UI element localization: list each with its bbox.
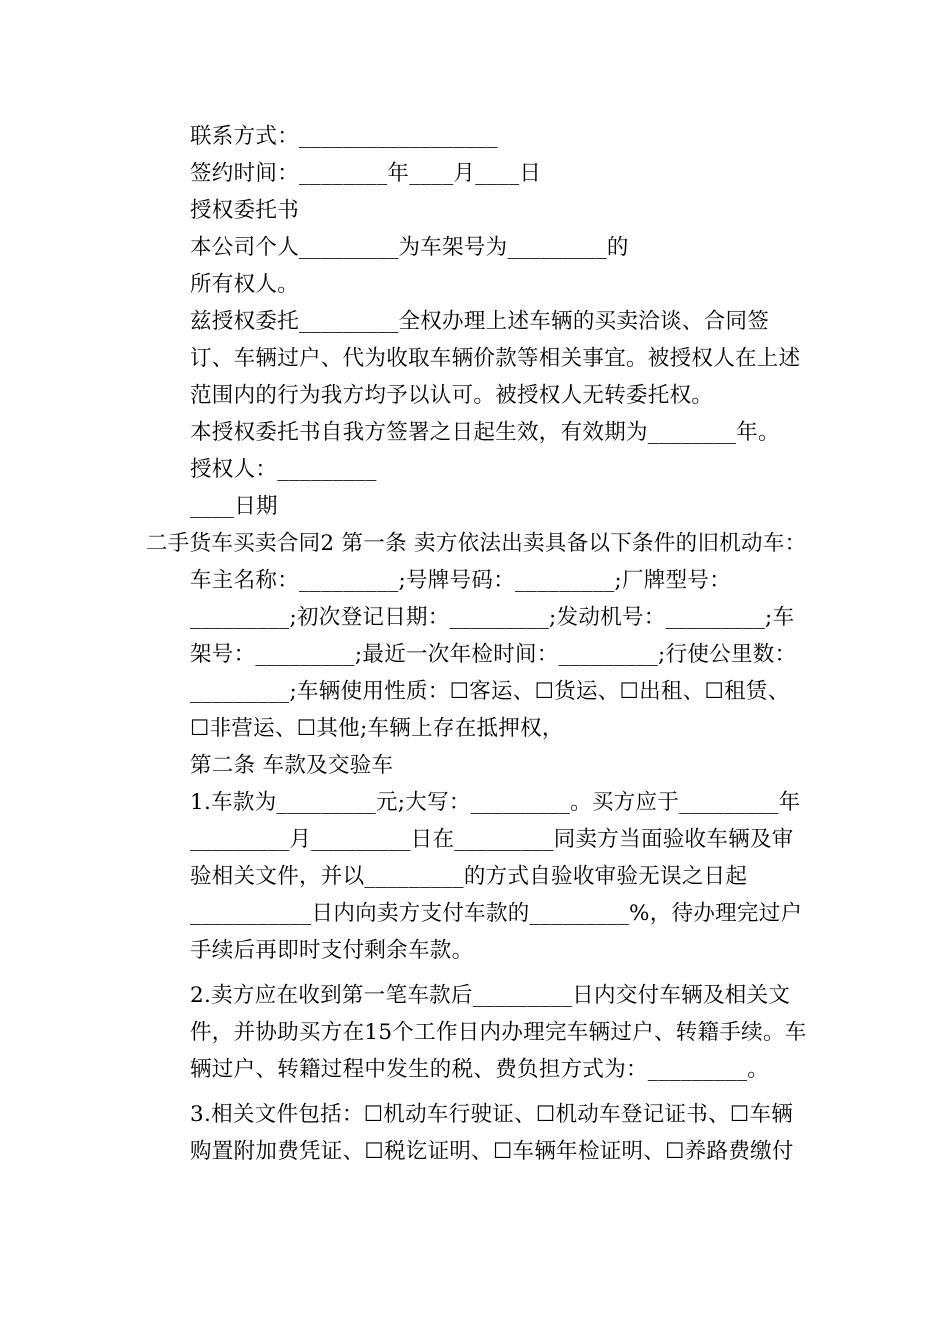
article-2-title: 第二条 车款及交验车 [190,753,394,778]
authorizer-line: 授权人：_________ [190,457,377,482]
contact-line: 联系方式：__________________ [190,124,498,149]
authorization-owner-line: 本公司个人_________为车架号为_________的 [190,235,629,260]
authorization-scope-paragraph: 兹授权委托_________全权办理上述车辆的买卖洽谈、合同签订、车辆过户、代为收取车辆价款等相关事宜。被授权人在上述范围内的行为我方均予以认可。被授权人无转委托权。 [190,309,801,408]
signing-time-line: 签约时间：________年____月____日 [190,161,542,186]
authorization-date-line: ____日期 [190,494,278,519]
authorization-owner-continuation: 所有权人。 [190,272,300,297]
article-2-item-1: 1.车款为_________元;大写：_________。买方应于_________年_________月_________日在_________同卖方当面验收车辆及审验相关文件，并以_________的方式自验收审验无误之日起___________日内向卖方支付车款的_________%，待办理完过户手续后再即时支付剩余车款。 [190,790,803,963]
article-2-item-2: 2.卖方应在收到第一笔车款后_________日内交付车辆及相关文件，并协助买方在15个工作日内办理完车辆过户、转籍手续。车辆过户、转籍过程中发生的税、费负担方式为：_________。 [190,983,807,1082]
document-body [146,118,808,1170]
authorization-title: 授权委托书 [190,198,300,223]
article-2-item-3: 3.相关文件包括：☐机动车行驶证、☐机动车登记证书、☐车辆购置附加费凭证、☐税讫证明、☐车辆年检证明、☐养路费缴付 [190,1102,794,1164]
vehicle-info-paragraph: 车主名称：_________;号牌号码：_________;厂牌型号：_________;初次登记日期：_________;发动机号：_________;车架号：_________;最近一次年检时间：_________;行使公里数：_________;车辆使用性质：☐客运、☐货运、☐出租、☐租赁、☐非营运、☐其他;车辆上存在抵押权， [190,568,797,741]
authorization-validity-line: 本授权委托书自我方签署之日起生效，有效期为________年。 [190,420,780,445]
contract-2-article-1: 二手货车买卖合同2 第一条 卖方依法出卖具备以下条件的旧机动车： [146,531,807,556]
